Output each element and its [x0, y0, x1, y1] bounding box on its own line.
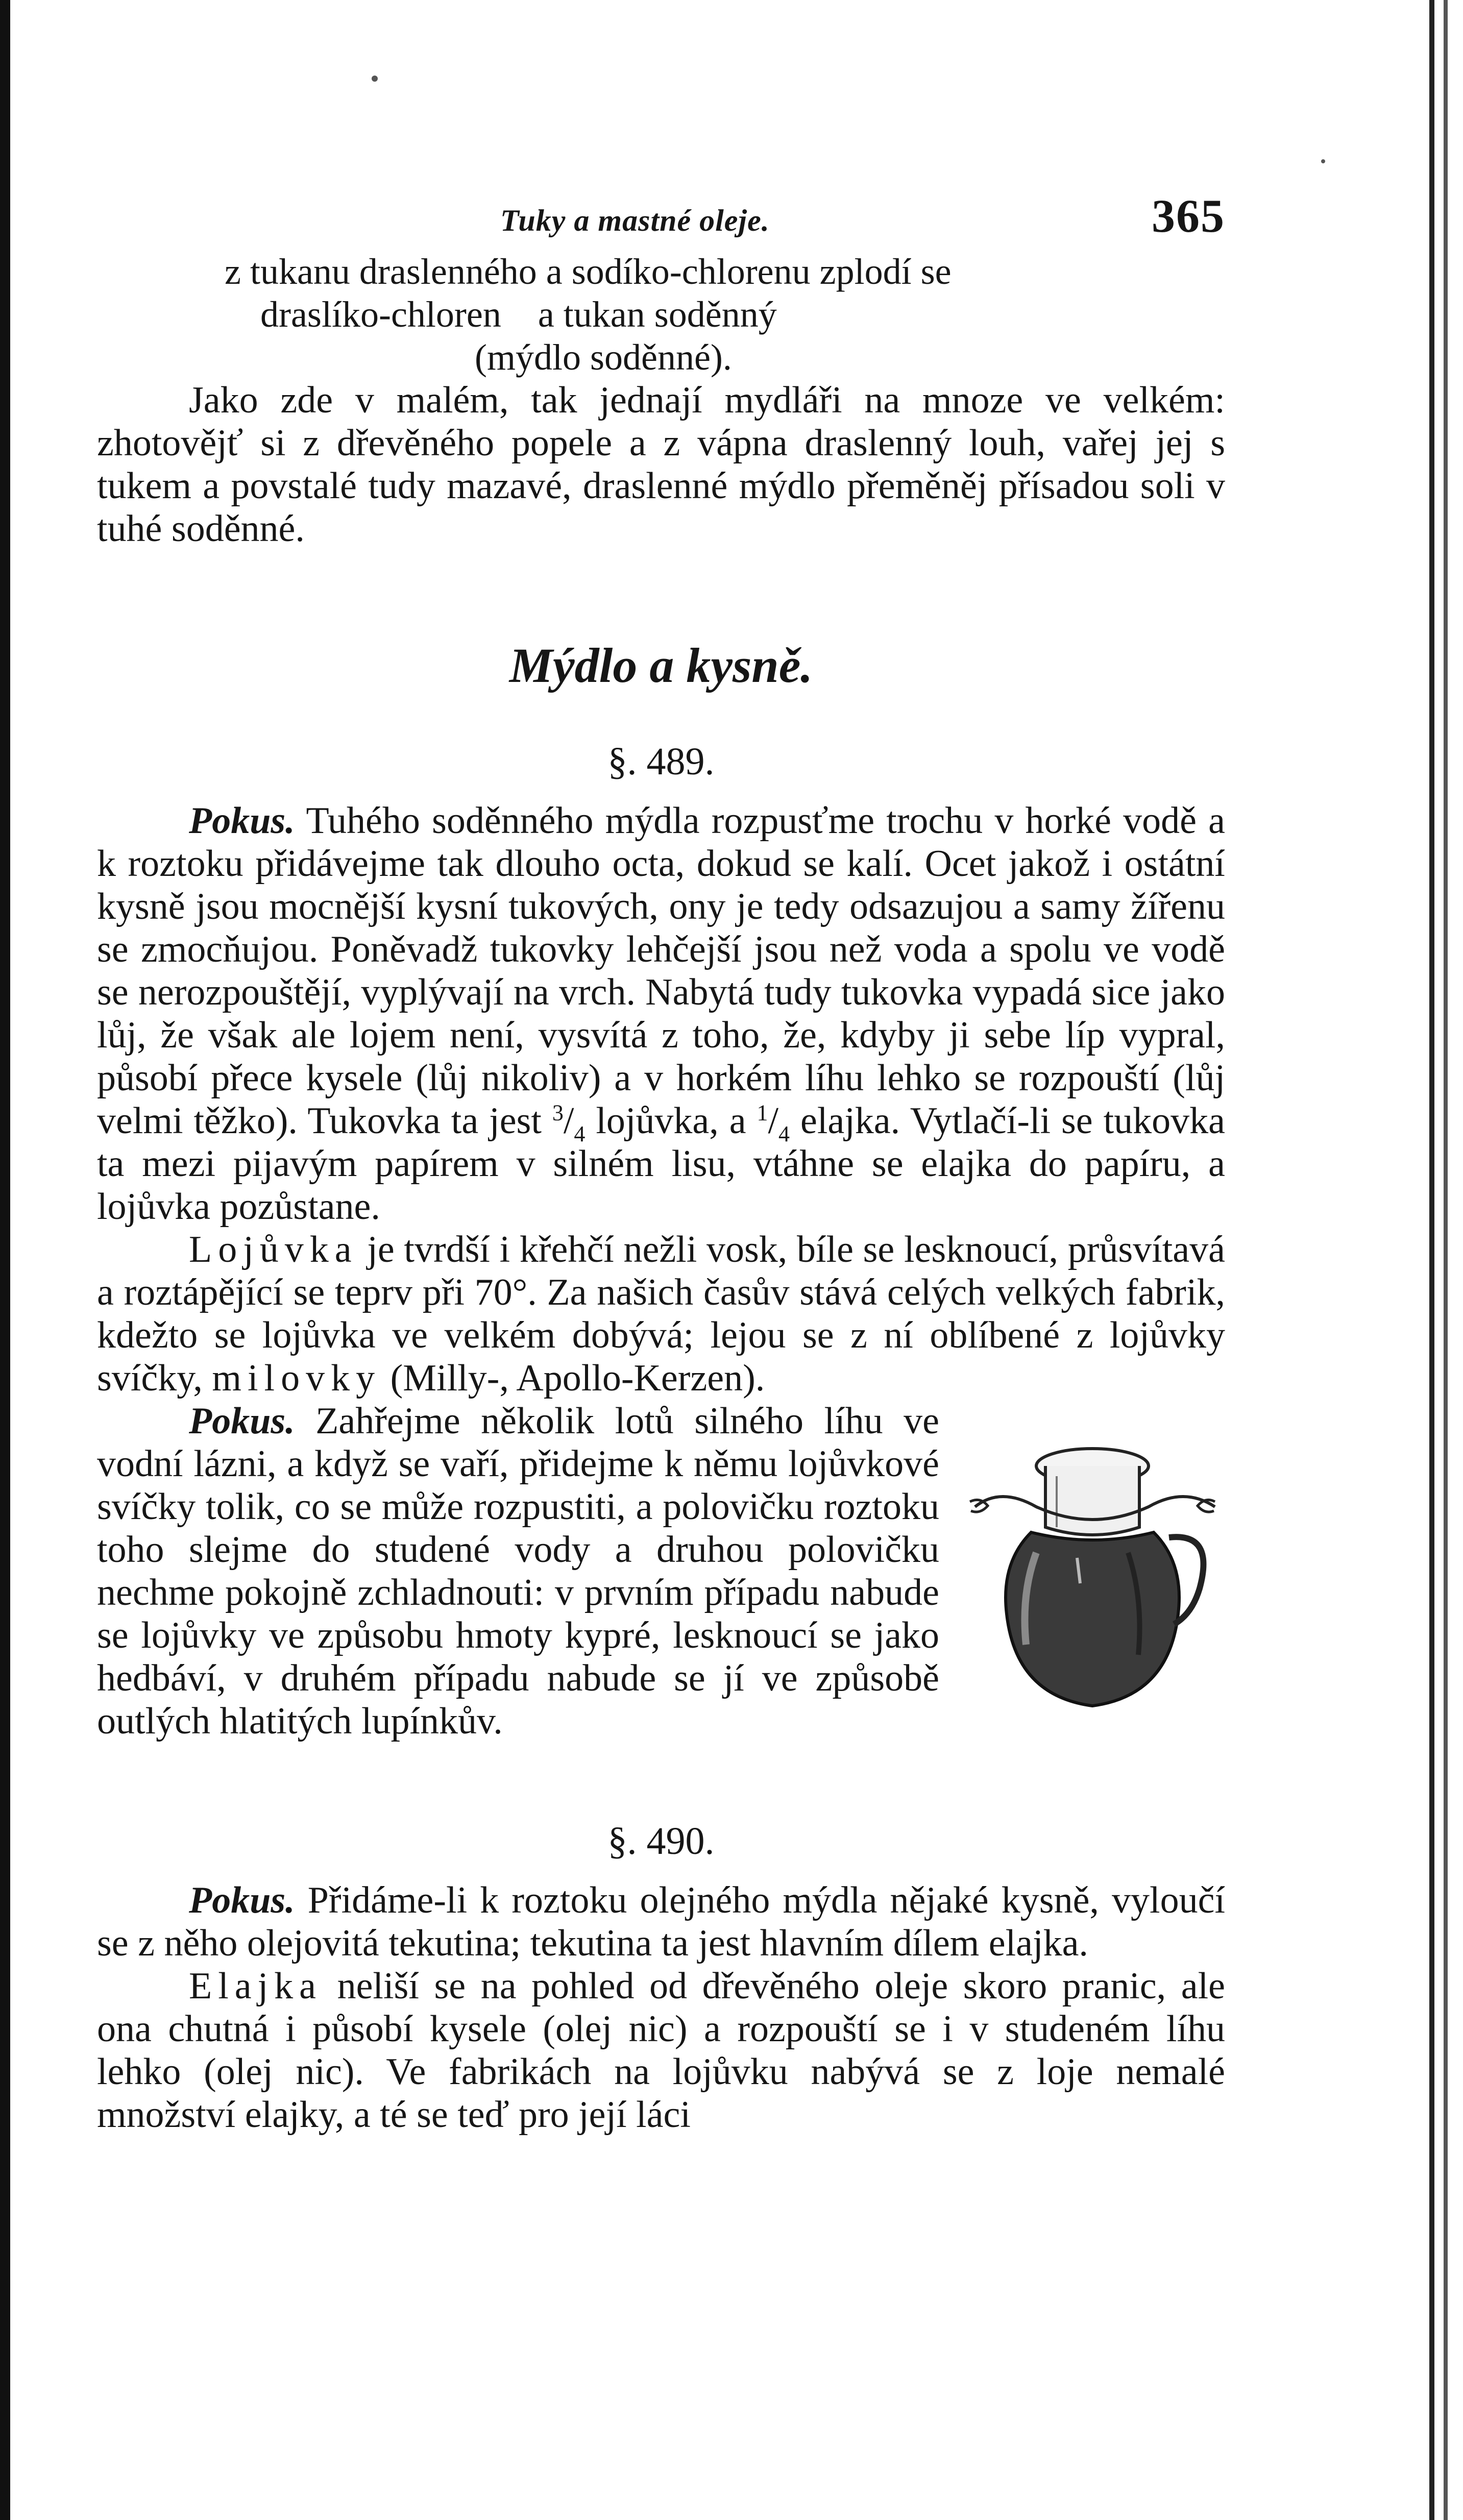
term-milovky: milovky — [212, 1357, 381, 1399]
scan-speck — [1321, 159, 1325, 163]
elajka-paragraph — [97, 1965, 1225, 2136]
lojuvka-text-b: (Milly-, Apollo-Kerzen). — [381, 1357, 765, 1399]
scan-edge-left — [0, 0, 10, 2520]
equation-line-3: (mýdlo soděnné). — [475, 337, 732, 378]
lojuvka-text-a: je tvrdší i křehčí nežli vosk, bíle se lesknoucí, průsvítavá a roztápějící se teprv při 70°. Za našich časův stává celých velkých fabrik, kdežto se lojůvka ve velkém dobývá; lejou se z ní oblíbené z lojůvky svíčky, — [97, 1229, 1225, 1399]
scan-edge-right-inner — [1444, 0, 1448, 2520]
section-heading: Mýdlo a kysně. — [509, 638, 813, 693]
pokus-paragraph-1: Pokus. Tuhého soděnného mýdla rozpusťme trochu v horké vodě a k roztoku přidávejme tak dlouho octa, dokud se kalí. Ocet jakož i ostátní kysně jsou mocnější kysní tukových, ony je tedy odsazujou a samy žířenu se zmocňujou. Poněvadž tukovky lehčejší jsou než voda a spolu ve vodě se nerozpouštějí, vyplývají na vrch. Nabytá tudy tukovka vypadá sice jako lůj, že však ale lojem není, vysvítá z toho, že, kdyby ji sebe líp vypral, působí přece kysele (lůj nikoliv) a v horkém líhu lehko se rozpouští (lůj velmi těžko). Tukovka ta jest $^3/_4$ lojůvka, a $^1/_4$ elajka. Vytlačí-li se tukovka ta mezi pijavým papírem v silném lisu, vtáhne se elajka do papíru, a lojůvka pozůstane. — [97, 800, 1225, 1228]
reaction-equation — [97, 250, 1225, 379]
fraction-denominator: 4 — [574, 1121, 586, 1146]
fraction-denominator: 4 — [778, 1121, 790, 1146]
elajka-text: neliší se na pohled od dřevěného oleje skoro pranic, ale ona chutná i působí kysele (olej nic) a rozpouští se i v studeném líhu lehko (olej nic). Ve fabrikách na lojůvku nabývá se z loje nemalé množství elajky, a té se teď pro její láci — [97, 1965, 1225, 2136]
section-489-title: §. 489. — [607, 740, 715, 783]
scan-speck — [372, 76, 378, 82]
pokus-2-text: Zahřejme několik lotů silného líhu ve vodní lázni, a když se vaří, přidejme k němu lojůvkové svíčky tolik, co se může rozpustiti, a polovičku roztoku toho slejme do studené vody a druhou polovičku nechme pokojně zchladnouti: v prvním případu nabude se lojůvky ve způsobu hmoty kypré, lesknoucí se jako hedbáví, v druhém případu nabude se jí ve způsobě outlých hlatitých lupínkův. — [97, 1400, 939, 1742]
lojuvka-paragraph — [97, 1228, 1225, 1400]
book-page — [97, 189, 1225, 2136]
pokus-text-b: lojůvka, a — [585, 1100, 757, 1142]
fraction-numerator: 1 — [757, 1100, 768, 1126]
pokus-paragraph-3 — [97, 1879, 1225, 1965]
pokus-text-c: elajka. Vytlačí-li se tukovka ta mezi pijavým papírem v silném lisu, vtáhne se elajka do papíru, a lojůvka pozůstane. — [97, 1100, 1225, 1228]
stoneware-jar-illustration — [960, 1430, 1225, 1716]
equation-line-2: draslíko-chloren a tukan soděnný — [260, 294, 777, 335]
section-490-title: §. 490. — [607, 1820, 715, 1863]
pokus-2-block — [97, 1400, 1225, 1743]
page-number: 365 — [1152, 190, 1225, 242]
fraction-numerator: 3 — [552, 1100, 564, 1126]
equation-line-1: z tukanu draslenného a sodíko-chlorenu zplodí se — [225, 251, 952, 292]
pokus-3-text: Přidáme-li k roztoku olejného mýdla nějaké kysně, vyloučí se z něho olejovitá tekutina; tekutina ta jest hlavním dílem elajka. — [97, 1879, 1225, 1964]
page-header — [97, 189, 1225, 245]
jar-icon — [960, 1430, 1225, 1716]
term-elajka: Elajka — [189, 1965, 323, 2007]
pokus-label: Pokus. — [189, 800, 295, 842]
pokus-label: Pokus. — [189, 1400, 295, 1442]
term-lojuvka: Lojůvka — [189, 1229, 358, 1270]
pokus-text-a: Tuhého soděnného mýdla rozpusťme trochu v horké vodě a k roztoku přidávejme tak dlouho octa, dokud se kalí. Ocet jakož i ostátní kysně jsou mocnější kysní tukových, ony je tedy odsazujou a samy žířenu se zmocňujou. Poněvadž tukovky lehčejší jsou než voda a spolu ve vodě se nerozpouštějí, vyplývají na vrch. Nabytá tudy tukovka vypadá sice jako lůj, že však ale lojem není, vysvítá z toho, že, kdyby ji sebe líp vypral, působí přece kysele (lůj nikoliv) a v horkém líhu lehko se rozpouští (lůj velmi těžko). Tukovka ta jest — [97, 800, 1225, 1142]
running-title: Tuky a mastné oleje. — [500, 204, 770, 237]
pokus-label: Pokus. — [189, 1879, 295, 1921]
scan-edge-right — [1429, 0, 1434, 2520]
intro-paragraph: Jako zde v malém, tak jednají mydláři na mnoze ve velkém: zhotovějť si z dřevěného popele a z vápna draslenný louh, vařej jej s tukem a povstalé tudy mazavé, draslenné mýdlo přeměněj přísadou soli v tuhé soděnné. — [97, 379, 1225, 550]
